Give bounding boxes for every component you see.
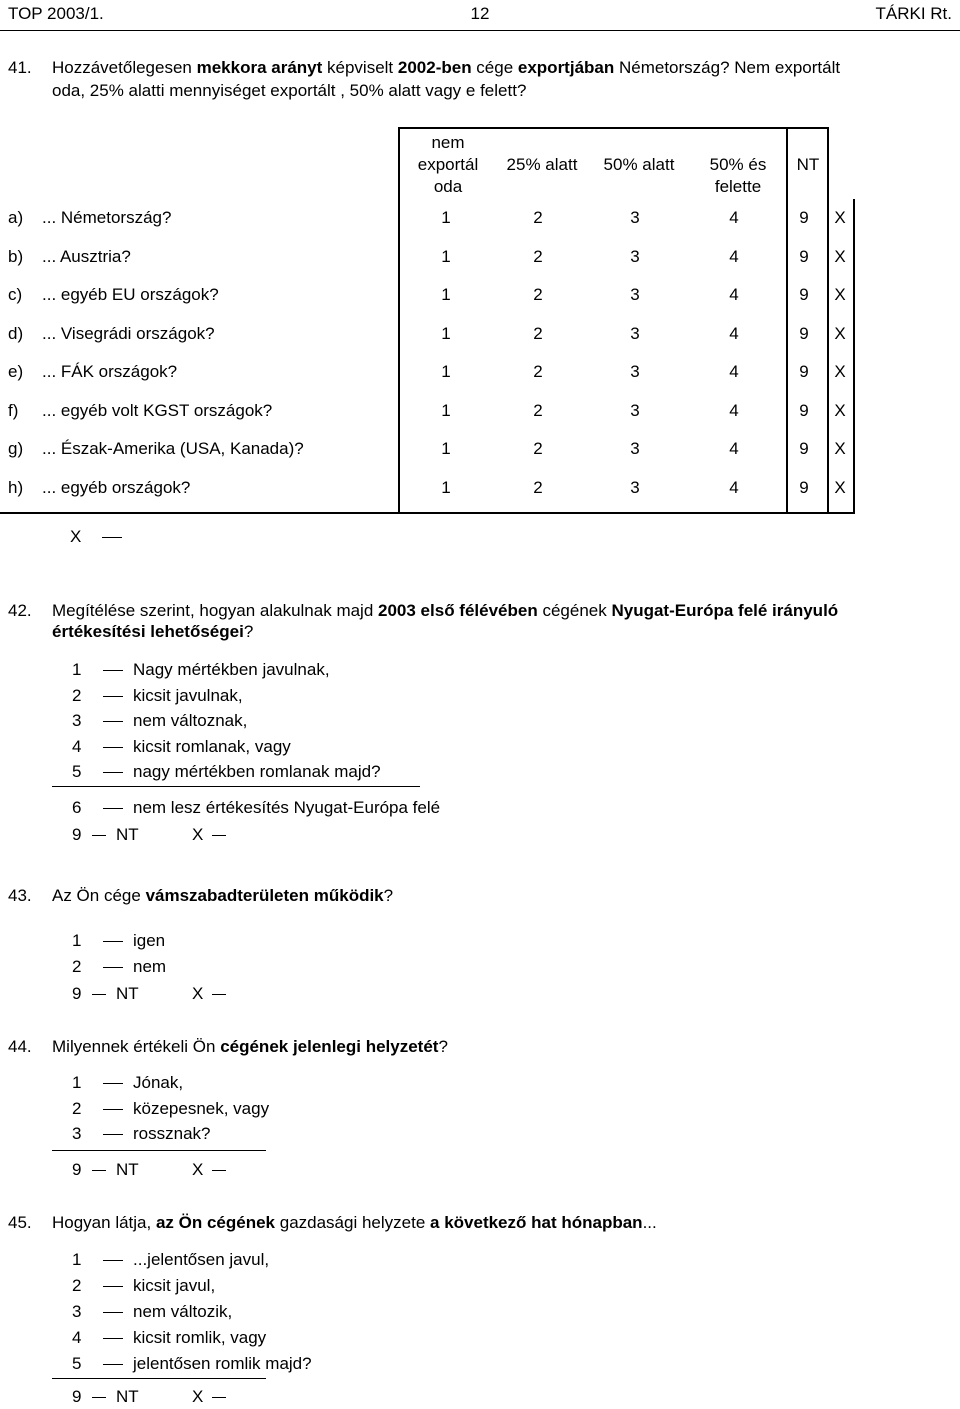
bold-run: 2002-ben — [397, 58, 472, 77]
list-item — [0, 798, 900, 820]
option-label: jelentősen romlik majd? — [133, 1354, 312, 1373]
row-label: ... egyéb EU országok? — [42, 285, 219, 304]
option-dash — [103, 1364, 123, 1365]
text-run: gazdasági helyzete — [275, 1213, 431, 1232]
bold-run: Nyugat-Európa felé irányuló — [611, 601, 839, 620]
option-dash — [103, 772, 123, 773]
row-label: ... Ausztria? — [42, 246, 131, 266]
separator-line — [52, 1378, 266, 1379]
grid-hline — [398, 127, 829, 129]
option-label: kicsit romlik, vagy — [133, 1328, 267, 1347]
text-run: cége — [471, 58, 518, 77]
nt-x-dash — [212, 835, 226, 836]
question-text — [52, 1213, 956, 1233]
answer-code: 4 — [729, 323, 739, 343]
nt-code: 9 — [72, 1160, 82, 1179]
question-text — [52, 1037, 956, 1057]
answer-code: 2 — [533, 362, 543, 381]
table-row — [0, 324, 860, 346]
table-row — [0, 362, 860, 384]
nt-x-dash — [212, 994, 226, 995]
question-number: 44. — [8, 1037, 32, 1056]
list-item — [0, 1250, 900, 1272]
answer-code: 1 — [441, 439, 451, 458]
list-item — [0, 1354, 900, 1376]
option-code: 4 — [72, 1328, 82, 1347]
answer-code: 3 — [630, 246, 640, 266]
answer-code: 3 — [630, 285, 640, 304]
nt-dash — [92, 1397, 106, 1398]
nt-row — [0, 825, 400, 847]
option-code: 5 — [72, 1354, 82, 1373]
col-header-25: 25% alatt — [506, 155, 578, 174]
answer-code: 4 — [729, 285, 739, 304]
nt-x: X — [192, 1387, 204, 1406]
question-number: 43. — [8, 886, 32, 905]
row-letter: h) — [8, 477, 24, 497]
list-item — [0, 660, 900, 682]
list-item — [0, 711, 900, 733]
col-header-50-and-above: 50% és felette — [709, 155, 767, 196]
answer-code: 4 — [729, 439, 739, 458]
text-run: Az Ön cége — [52, 886, 146, 905]
list-item — [0, 957, 900, 979]
option-dash — [103, 967, 123, 968]
nt-dash — [92, 1170, 106, 1171]
list-item — [0, 737, 900, 759]
answer-code: 3 — [630, 439, 640, 458]
table-row — [0, 208, 860, 230]
option-label: nem változnak, — [133, 711, 248, 730]
option-code: 4 — [72, 736, 82, 756]
row-label: ... FÁK országok? — [42, 362, 178, 381]
question-text-line2 — [52, 622, 956, 642]
option-label: közepesnek, vagy — [133, 1098, 270, 1118]
answer-code: 3 — [630, 323, 640, 343]
text-run: Megítélése szerint, hogyan alakulnak majd — [52, 601, 379, 620]
nt-row — [0, 984, 400, 1006]
list-item — [0, 1099, 900, 1121]
answer-code: 9 — [799, 323, 809, 343]
list-item — [0, 1073, 900, 1095]
answer-code: 1 — [441, 285, 451, 304]
bold-run: az Ön cégének — [155, 1213, 276, 1232]
nt-label: NT — [116, 984, 139, 1003]
option-label: nem — [133, 957, 167, 976]
nt-x: X — [192, 825, 204, 844]
nt-x-dash — [212, 1397, 226, 1398]
option-code: 1 — [72, 660, 82, 679]
answer-code: X — [834, 400, 846, 420]
answer-code: 1 — [441, 400, 451, 420]
nt-label: NT — [116, 1160, 139, 1179]
answer-code: 9 — [799, 246, 809, 266]
row-label: ... Németország? — [42, 208, 172, 227]
option-dash — [103, 670, 123, 671]
answer-code: 1 — [441, 246, 451, 266]
option-code: 1 — [72, 1073, 82, 1092]
bold-run: 2003 első félévében — [378, 601, 538, 620]
answer-code: 4 — [729, 246, 739, 266]
answer-code: 3 — [630, 362, 640, 381]
bold-run: a következő hat hónapban — [430, 1213, 643, 1232]
option-dash — [103, 941, 123, 942]
grid-hline — [0, 512, 855, 514]
nt-dash — [92, 835, 106, 836]
table-row — [0, 285, 860, 307]
option-label: igen — [133, 931, 166, 950]
option-label: nagy mértékben romlanak majd? — [133, 762, 381, 781]
option-dash — [103, 1109, 123, 1110]
option-dash — [103, 1260, 123, 1261]
separator-line — [52, 1150, 266, 1151]
option-code: 6 — [72, 798, 82, 817]
row-letter: g) — [8, 439, 24, 458]
nt-label: NT — [116, 825, 139, 844]
text-run: Hozzávetőlegesen — [52, 58, 197, 77]
row-letter: a) — [8, 208, 24, 227]
text-run: Milyennek értékeli Ön — [52, 1037, 221, 1056]
text-run: ? — [438, 1037, 448, 1056]
answer-code: 2 — [533, 285, 543, 304]
list-item — [0, 931, 900, 953]
bold-run: értékesítési lehetőségei — [52, 622, 244, 641]
answer-code: 2 — [533, 439, 543, 458]
page-header — [0, 4, 960, 28]
answer-code: 1 — [441, 477, 451, 497]
col-header-not-exported: nem exportál oda — [417, 133, 479, 196]
text-run: cégének — [537, 601, 612, 620]
option-code: 2 — [72, 957, 82, 976]
option-label: kicsit javulnak, — [133, 685, 243, 705]
answer-code: 3 — [630, 208, 640, 227]
row-letter: e) — [8, 362, 24, 381]
answer-code: 9 — [799, 285, 809, 304]
text-run: ... — [642, 1213, 657, 1232]
answer-code: 3 — [630, 400, 640, 420]
answer-code: 2 — [533, 400, 543, 420]
answer-code: 3 — [630, 477, 640, 497]
answer-code: X — [834, 285, 846, 304]
nt-row — [0, 1387, 400, 1409]
row-label: ... Észak-Amerika (USA, Kanada)? — [42, 439, 304, 458]
nt-dash — [92, 994, 106, 995]
answer-code: 2 — [533, 208, 543, 227]
table-row — [0, 247, 860, 269]
nt-code: 9 — [72, 825, 82, 844]
option-code: 1 — [72, 931, 82, 950]
option-dash — [103, 1134, 123, 1135]
nt-code: 9 — [72, 984, 82, 1003]
option-dash — [103, 1286, 123, 1287]
answer-code: 4 — [729, 400, 739, 420]
option-label: kicsit romlanak, vagy — [133, 736, 291, 756]
page-number: 12 — [470, 4, 490, 23]
nt-label: NT — [116, 1387, 139, 1406]
answer-code: 4 — [729, 477, 739, 497]
text-run: Németország? Nem exportált — [614, 58, 841, 77]
x-marker: X — [70, 527, 82, 546]
option-code: 1 — [72, 1250, 82, 1269]
option-label: Jónak, — [133, 1073, 184, 1092]
answer-code: 1 — [441, 362, 451, 381]
header-left: TOP 2003/1. — [8, 4, 104, 23]
option-label: Nagy mértékben javulnak, — [133, 660, 330, 679]
row-label: ... egyéb volt KGST országok? — [42, 400, 273, 420]
nt-x: X — [192, 1160, 204, 1179]
nt-x: X — [192, 984, 204, 1003]
text-run: ? — [383, 886, 394, 905]
answer-code: X — [834, 477, 846, 497]
answer-code: 2 — [533, 323, 543, 343]
option-dash — [103, 696, 123, 697]
answer-code: 9 — [799, 362, 809, 381]
bold-run: exportjában — [517, 58, 615, 77]
option-label: nem lesz értékesítés Nyugat-Európa felé — [133, 798, 441, 817]
table-row — [0, 478, 860, 500]
answer-code: X — [834, 208, 846, 227]
answer-code: 4 — [729, 208, 739, 227]
option-dash — [103, 1083, 123, 1084]
option-code: 3 — [72, 1124, 82, 1143]
text-run: ? — [243, 622, 254, 641]
table-row — [0, 401, 860, 423]
table-row — [0, 439, 860, 461]
answer-code: X — [834, 246, 846, 266]
answer-code: 2 — [533, 246, 543, 266]
option-dash — [103, 747, 123, 748]
list-item — [0, 686, 900, 708]
option-label: nem változik, — [133, 1302, 233, 1321]
question-number: 45. — [8, 1213, 32, 1232]
header-rule — [0, 30, 960, 31]
answer-code: 9 — [799, 477, 809, 497]
header-right: TÁRKI Rt. — [875, 4, 952, 23]
row-label: ... egyéb országok? — [42, 477, 191, 497]
answer-code: 9 — [799, 208, 809, 227]
nt-x-dash — [212, 1170, 226, 1171]
question-number: 41. — [8, 58, 32, 77]
answer-code: 2 — [533, 477, 543, 497]
option-label: kicsit javul, — [133, 1276, 216, 1295]
option-dash — [103, 721, 123, 722]
list-item — [0, 762, 900, 784]
option-code: 3 — [72, 711, 82, 730]
row-letter: f) — [8, 400, 19, 420]
bold-run: cégének jelenlegi helyzetét — [220, 1037, 439, 1056]
nt-row — [0, 1160, 400, 1182]
list-item — [0, 1302, 900, 1324]
nt-code: 9 — [72, 1387, 82, 1406]
row-letter: d) — [8, 323, 24, 343]
list-item — [0, 1124, 900, 1146]
answer-code: 1 — [441, 208, 451, 227]
option-dash — [103, 1338, 123, 1339]
option-code: 5 — [72, 762, 82, 781]
bold-run: vámszabadterületen működik — [145, 886, 384, 905]
option-label: ...jelentősen javul, — [133, 1250, 270, 1269]
option-code: 2 — [72, 685, 82, 705]
question-text-line2: oda, 25% alatti mennyiséget exportált , 50% alatt vagy e felett? — [52, 81, 527, 100]
option-dash — [103, 1312, 123, 1313]
option-label: rossznak? — [133, 1124, 211, 1143]
x-dash — [102, 537, 122, 538]
separator-line — [52, 786, 420, 787]
option-code: 3 — [72, 1302, 82, 1321]
answer-code: 9 — [799, 439, 809, 458]
text-run: képviselt — [322, 58, 398, 77]
list-item — [0, 1276, 900, 1298]
col-header-nt: NT — [796, 155, 820, 174]
option-code: 2 — [72, 1098, 82, 1118]
row-letter: c) — [8, 285, 23, 304]
answer-code: 1 — [441, 323, 451, 343]
option-code: 2 — [72, 1276, 82, 1295]
bold-run: mekkora arányt — [196, 58, 323, 77]
question-text — [52, 601, 956, 621]
question-number: 42. — [8, 601, 32, 620]
question-text — [52, 58, 956, 78]
answer-code: X — [834, 323, 846, 343]
question-text — [52, 886, 956, 906]
answer-code: 9 — [799, 400, 809, 420]
text-run: Hogyan látja, — [52, 1213, 156, 1232]
col-header-50: 50% alatt — [603, 155, 675, 174]
option-dash — [103, 808, 123, 809]
answer-code: X — [834, 362, 846, 381]
row-label: ... Visegrádi országok? — [42, 323, 215, 343]
row-letter: b) — [8, 246, 24, 266]
answer-code: 4 — [729, 362, 739, 381]
list-item — [0, 1328, 900, 1350]
answer-code: X — [834, 439, 846, 458]
